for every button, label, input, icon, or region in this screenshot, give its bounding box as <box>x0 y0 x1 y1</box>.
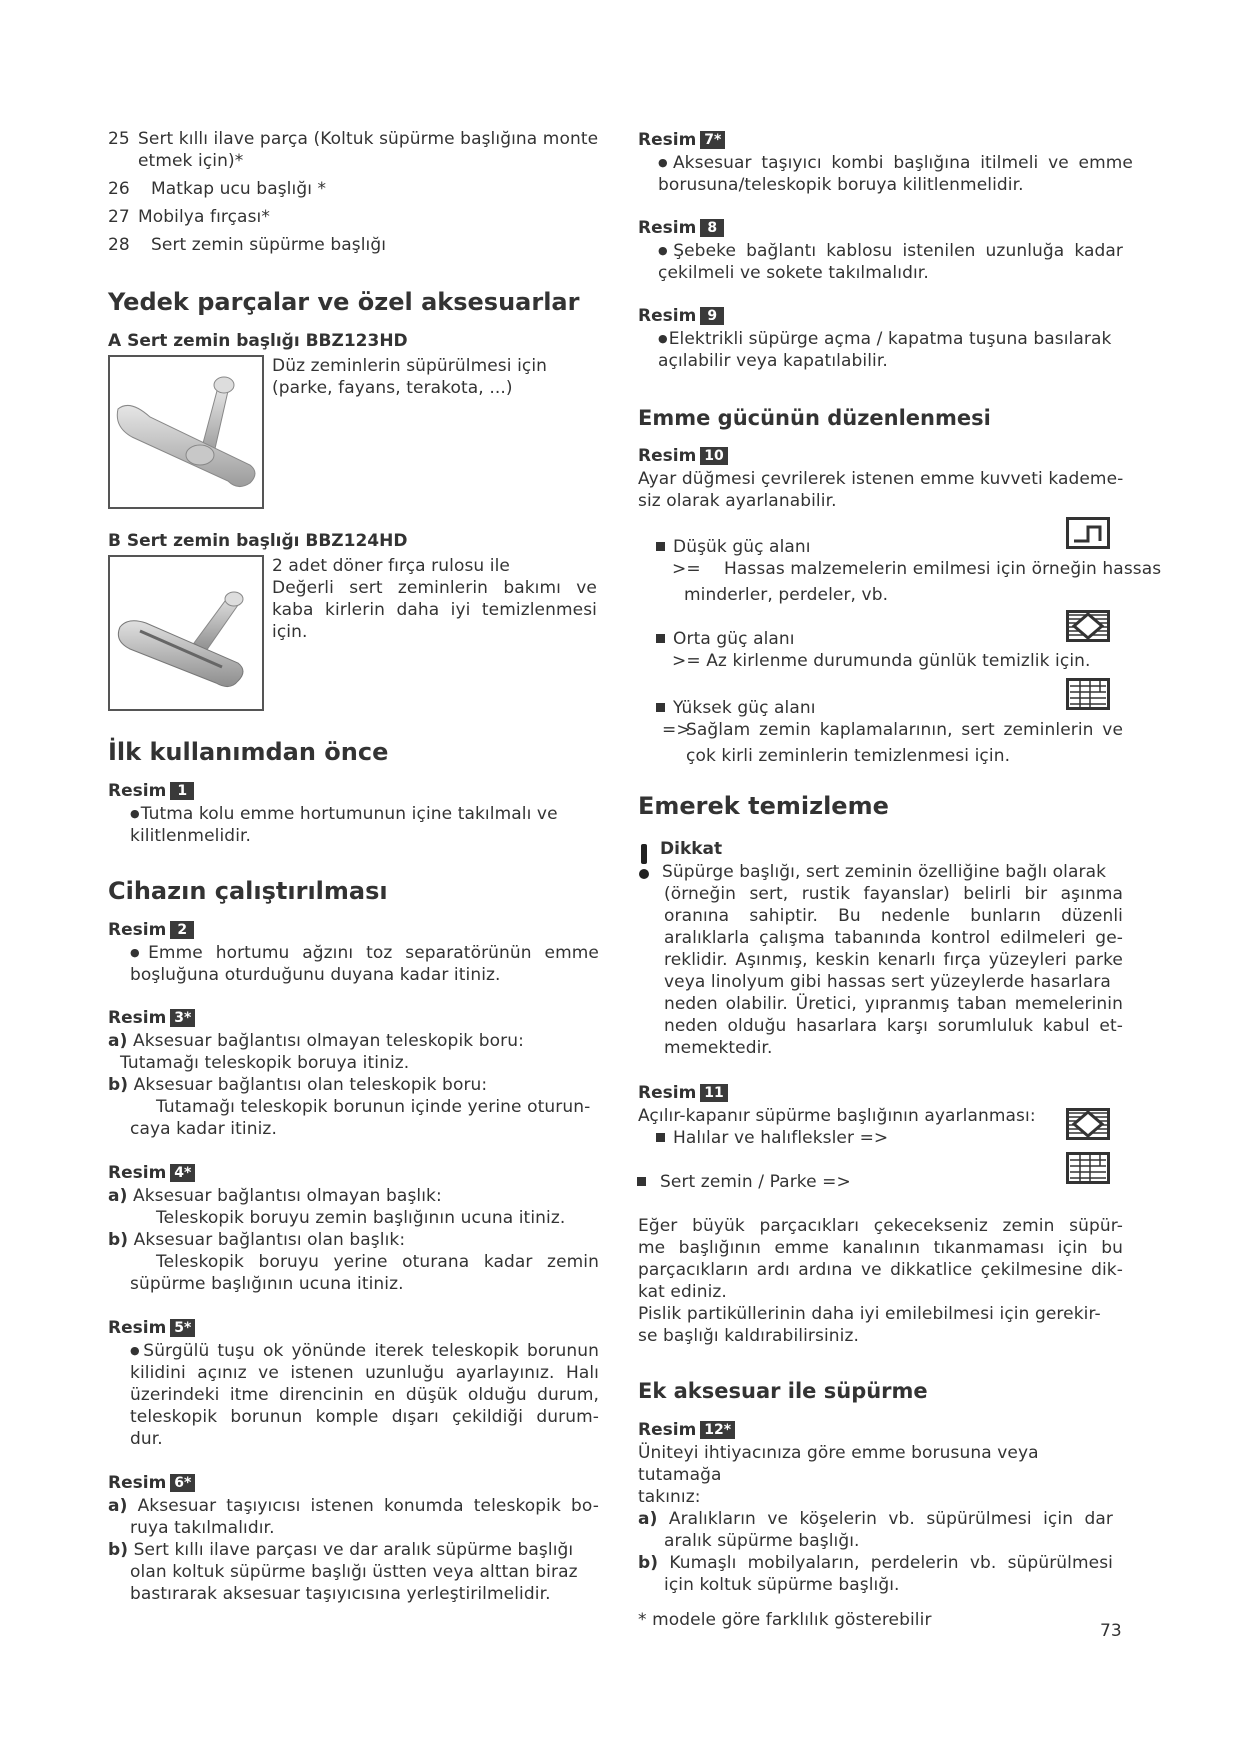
high-power-desc: =>Sağlam zemin kaplamalarının, sert zeminlerin ve çok kirli zeminlerin temizlenmesi için. <box>662 720 1123 766</box>
low-power-icon <box>1066 517 1110 549</box>
figure-ref-1: Resim 1 <box>108 781 194 801</box>
bullet-square-icon <box>656 703 665 712</box>
parts-list <box>108 128 598 256</box>
warning-text: Süpürge başlığı, sert zeminin özelliğine bağlı olarak (örneğin sert, rustik fayanslar) belirli bir aşınma oranına sahiptir. Bu nedenle bunların düzenli aralıklarla çalışma tabanında kontrol edilmeleri ge- reklidir. Aşınmış, keskin kenarlı fırça yüzeyleri parke veya linolyum gibi hassas sert yüzeylerde hasarlara neden olabilir. Üretici, yıpranmış taban memelerinin neden olduğu hasarlara karşı sorumluluk kabul et- memektedir. <box>662 862 1123 1058</box>
mid-power-label: Orta güç alanı <box>656 628 795 650</box>
accessory-a-desc: Düz zeminlerin süpürülmesi için (parke, fayans, terakota, ...) <box>272 356 548 398</box>
warning-icon <box>637 842 651 886</box>
step-7-text: ● Aksesuar taşıyıcı kombi başlığına itilmeli ve emme borusuna/teleskopik boruya kilitlenmelidir. <box>658 152 1133 196</box>
carpet-setting: Halılar ve halıfleksler => <box>656 1127 888 1149</box>
heading-suction-cleaning: Emerek temizleme <box>638 792 889 820</box>
warning-title: Dikkat <box>660 839 723 859</box>
figure-ref-7: Resim 7* <box>638 130 725 150</box>
first-use-text: ● Tutma kolu emme hortumunun içine takılmalı ve kilitlenmelidir. <box>130 803 558 847</box>
heading-operation: Cihazın çalıştırılması <box>108 877 388 905</box>
heading-extra-accessory: Ek aksesuar ile süpürme <box>638 1379 928 1403</box>
figure-ref-9: Resim 9 <box>638 306 724 326</box>
high-power-label: Yüksek güç alanı <box>656 697 816 719</box>
bullet-square-icon <box>637 1177 646 1186</box>
step-6-text: a) Aksesuar taşıyıcısı istenen konumda teleskopik bo- ruya takılmalıdır. b) Sert kıllı ilave parçası ve dar aralık süpürme başlığı olan koltuk süpürme başlığı üstten veya alttan biraz bastırarak aksesuar taşıyıcısına yerleştirilmelidir. <box>108 1496 599 1604</box>
step-5-text: ● Sürgülü tuşu ok yönünde iterek teleskopik borunun kilidini açınız ve istenen uzunluğu ayarlayınız. Halı üzerindeki itme direncinin en düşük olduğu durum, teleskopik borunun komple dışarı çekildiği durum- dur. <box>130 1340 599 1450</box>
page-number: 73 <box>1100 1621 1122 1641</box>
heading-spare-parts: Yedek parçalar ve özel aksesuarlar <box>108 288 580 316</box>
step-10-text: Ayar düğmesi çevrilerek istenen emme kuvveti kademe- siz olarak ayarlanabilir. <box>638 469 1124 511</box>
list-item: 28 Sert zemin süpürme başlığı <box>108 235 387 255</box>
accessory-b-title: B Sert zemin başlığı BBZ124HD <box>108 531 408 551</box>
step-12-text: Üniteyi ihtiyacınıza göre emme borusuna veya tutamağa takınız: a) Aralıkların ve köşelerin vb. süpürülmesi için dar aralık süpürme başlığı. b) Kumaşlı mobilyaların, perdelerin vb. süpürülmesi için koltuk süpürme başlığı. <box>638 1443 1113 1595</box>
figure-ref-2: Resim 2 <box>108 920 194 940</box>
bullet-square-icon <box>656 634 665 643</box>
list-item: 25 Sert kıllı ilave parça (Koltuk süpürme başlığına monte <box>108 129 599 149</box>
list-item: 26 Matkap ucu başlığı * <box>108 179 327 199</box>
figure-ref-8: Resim 8 <box>638 218 724 238</box>
step-3-text: a) Aksesuar bağlantısı olmayan teleskopik boru: Tutamağı teleskopik boruya itiniz. b) Aksesuar bağlantısı olan teleskopik boru: Tutamağı teleskopik borunun içinde yerine oturun- caya kadar itiniz. <box>108 1031 591 1139</box>
heading-first-use: İlk kullanımdan önce <box>108 738 389 766</box>
step-11-text: Açılır-kapanır süpürme başlığının ayarlanması: <box>638 1106 1036 1126</box>
figure-ref-11: Resim 11 <box>638 1083 728 1103</box>
list-item: 27 Mobilya fırçası* <box>108 207 270 227</box>
bullet-square-icon <box>656 1133 665 1142</box>
bullet-square-icon <box>656 542 665 551</box>
low-power-label: Düşük güç alanı <box>656 536 811 558</box>
nozzle-b-icon <box>110 557 262 709</box>
accessory-a-title: A Sert zemin başlığı BBZ123HD <box>108 331 408 351</box>
step-9-text: ● Elektrikli süpürge açma / kapatma tuşuna basılarak açılabilir veya kapatılabilir. <box>658 328 1133 372</box>
mid-power-desc: >= Az kirlenme durumunda günlük temizlik için. <box>672 651 1091 671</box>
mid-power-icon <box>1066 610 1110 642</box>
figure-ref-10: Resim 10 <box>638 446 728 466</box>
step-4-text: a) Aksesuar bağlantısı olmayan başlık: Teleskopik boruyu zemin başlığının ucuna itiniz. b) Aksesuar bağlantısı olan başlık: Teleskopik boruyu yerine oturana kadar zemin süpürme başlığının ucuna itiniz. <box>108 1186 599 1294</box>
figure-ref-5: Resim 5* <box>108 1318 195 1338</box>
hard-floor-setting: Sert zemin / Parke => <box>637 1171 851 1193</box>
high-power-icon <box>1066 678 1110 710</box>
accessory-b-desc: 2 adet döner fırça rulosu ile Değerli sert zeminlerin bakımı ve kaba kirlerin daha iyi temizlenmesi için. <box>272 556 597 642</box>
list-item-cont: etmek için)* <box>138 151 244 171</box>
hard-floor-mode-icon <box>1066 1152 1110 1184</box>
figure-ref-12: Resim 12* <box>638 1420 735 1440</box>
step-8-text: ● Şebeke bağlantı kablosu istenilen uzunluğa kadar çekilmeli ve sokete takılmalıdır. <box>658 240 1123 284</box>
rotary-brush-nozzle-image <box>108 555 264 711</box>
large-particles-text: Eğer büyük parçacıkları çekecekseniz zemin süpür- me başlığının emme kanalının tıkanmaması için bu parçacıkların ardı ardına ve dikkatlice çekilmesine dik- kat ediniz. Pislik partiküllerinin daha iyi emilebilmesi için gerekir- se başlığı kaldırabilirsiniz. <box>638 1216 1123 1346</box>
carpet-mode-icon <box>1066 1108 1110 1140</box>
heading-suction-power: Emme gücünün düzenlenmesi <box>638 406 991 430</box>
hard-floor-nozzle-image <box>108 355 264 509</box>
nozzle-a-icon <box>110 357 262 507</box>
footnote: * modele göre farklılık gösterebilir <box>638 1610 932 1630</box>
low-power-desc: >= Hassas malzemelerin emilmesi için örneğin hassas minderler, perdeler, vb. <box>672 559 1162 605</box>
figure-ref-4: Resim 4* <box>108 1163 195 1183</box>
step-2-text: ● Emme hortumu ağzını toz separatörünün emme boşluğuna oturduğunu duyana kadar itiniz. <box>130 942 599 986</box>
figure-ref-3: Resim 3* <box>108 1008 195 1028</box>
figure-ref-6: Resim 6* <box>108 1473 195 1493</box>
